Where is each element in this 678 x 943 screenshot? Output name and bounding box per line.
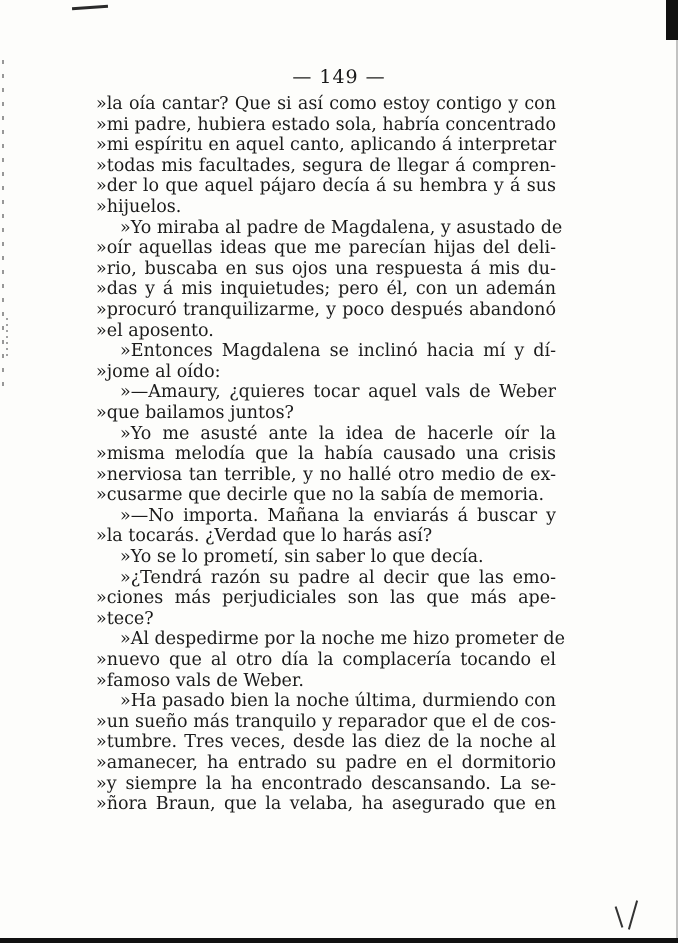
scan-corner-shadow bbox=[666, 0, 678, 40]
paragraph-first-line: »Yo miraba al padre de Magdalena, y asustado de bbox=[120, 217, 563, 238]
paragraph-first-line: »Ha pasado bien la noche última, durmiendo con bbox=[120, 691, 556, 712]
paragraph-line: »la tocarás. ¿Verdad que lo harás así? bbox=[96, 526, 433, 547]
paragraph-line: »nuevo que al otro día la complacería tocando el bbox=[96, 650, 556, 671]
paragraph-line: »un sueño más tranquilo y reparador que el de cos- bbox=[96, 711, 556, 732]
paragraph-line: »ñora Braun, que la velaba, ha asegurado que en bbox=[96, 794, 556, 815]
paragraph-line: »mi padre, hubiera estado sola, habría concentrado bbox=[96, 114, 556, 135]
paragraph-line: »procuró tranquilizarme, y poco después abandonó bbox=[96, 299, 556, 320]
paragraph-first-line: »la oía cantar? Que si así como estoy contigo y con bbox=[96, 94, 556, 114]
paragraph-line: »nerviosa tan terrible, y no hallé otro medio de ex- bbox=[96, 464, 556, 485]
body-text bbox=[96, 94, 565, 815]
paragraph-line: »tece? bbox=[96, 608, 154, 629]
paragraph-line: »das y á mis inquietudes; pero él, con un ademán bbox=[96, 279, 556, 300]
paragraph-line: »ciones más perjudiciales son las que más ape- bbox=[96, 588, 556, 609]
paragraph-line: »rio, buscaba en sus ojos una respuesta á mis du- bbox=[96, 258, 556, 279]
paragraph-first-line: »—Amaury, ¿quieres tocar aquel vals de Weber bbox=[120, 382, 556, 403]
paragraph-line: »y siempre la ha encontrado descansando. La se- bbox=[96, 773, 556, 794]
scan-left-edge bbox=[2, 60, 4, 390]
paragraph-line: »que bailamos juntos? bbox=[96, 402, 294, 423]
page-number: — 149 — bbox=[292, 66, 386, 88]
paragraph-first-line: »Al despedirme por la noche me hizo prometer de bbox=[120, 629, 565, 650]
scan-scratch bbox=[628, 900, 638, 929]
paragraph-line: »oír aquellas ideas que me parecían hijas del deli- bbox=[96, 238, 556, 259]
scan-left-edge-dots bbox=[6, 318, 8, 358]
paragraph-line: »amanecer, ha entrado su padre en el dormitorio bbox=[96, 753, 556, 773]
paragraph-line: »tumbre. Tres veces, desde las diez de la noche al bbox=[96, 732, 556, 753]
paragraph-first-line: »Yo me asusté ante la idea de hacerle oír la bbox=[120, 423, 556, 444]
paragraph-line: »misma melodía que la había causado una crisis bbox=[96, 444, 556, 465]
paragraph-line: »der lo que aquel pájaro decía á su hembra y á sus bbox=[96, 176, 556, 197]
paragraph-line: »todas mis facultades, segura de llegar á compren- bbox=[96, 155, 556, 176]
paragraph-first-line: »Entonces Magdalena se inclinó hacia mí y dí- bbox=[120, 341, 556, 362]
scan-scratch bbox=[615, 906, 624, 928]
paragraph-line: »el aposento. bbox=[96, 320, 214, 341]
scan-bottom-edge bbox=[0, 938, 678, 943]
paragraph-first-line: »Yo se lo prometí, sin saber lo que decía. bbox=[120, 547, 484, 568]
paragraph-line: »jome al oído: bbox=[96, 361, 221, 382]
paragraph-first-line: »—No importa. Mañana la enviarás á buscar y bbox=[120, 505, 556, 526]
paragraph-first-line: »¿Tendrá razón su padre al decir que las emo- bbox=[120, 567, 556, 588]
scan-mark bbox=[72, 5, 108, 11]
paragraph-line: »hijuelos. bbox=[96, 196, 182, 217]
paragraph-line: »cusarme que decirle que no la sabía de memoria. bbox=[96, 485, 545, 506]
paragraph-line: »famoso vals de Weber. bbox=[96, 670, 304, 691]
paragraph-line: »mi espíritu en aquel canto, aplicando á interpretar bbox=[96, 135, 557, 156]
